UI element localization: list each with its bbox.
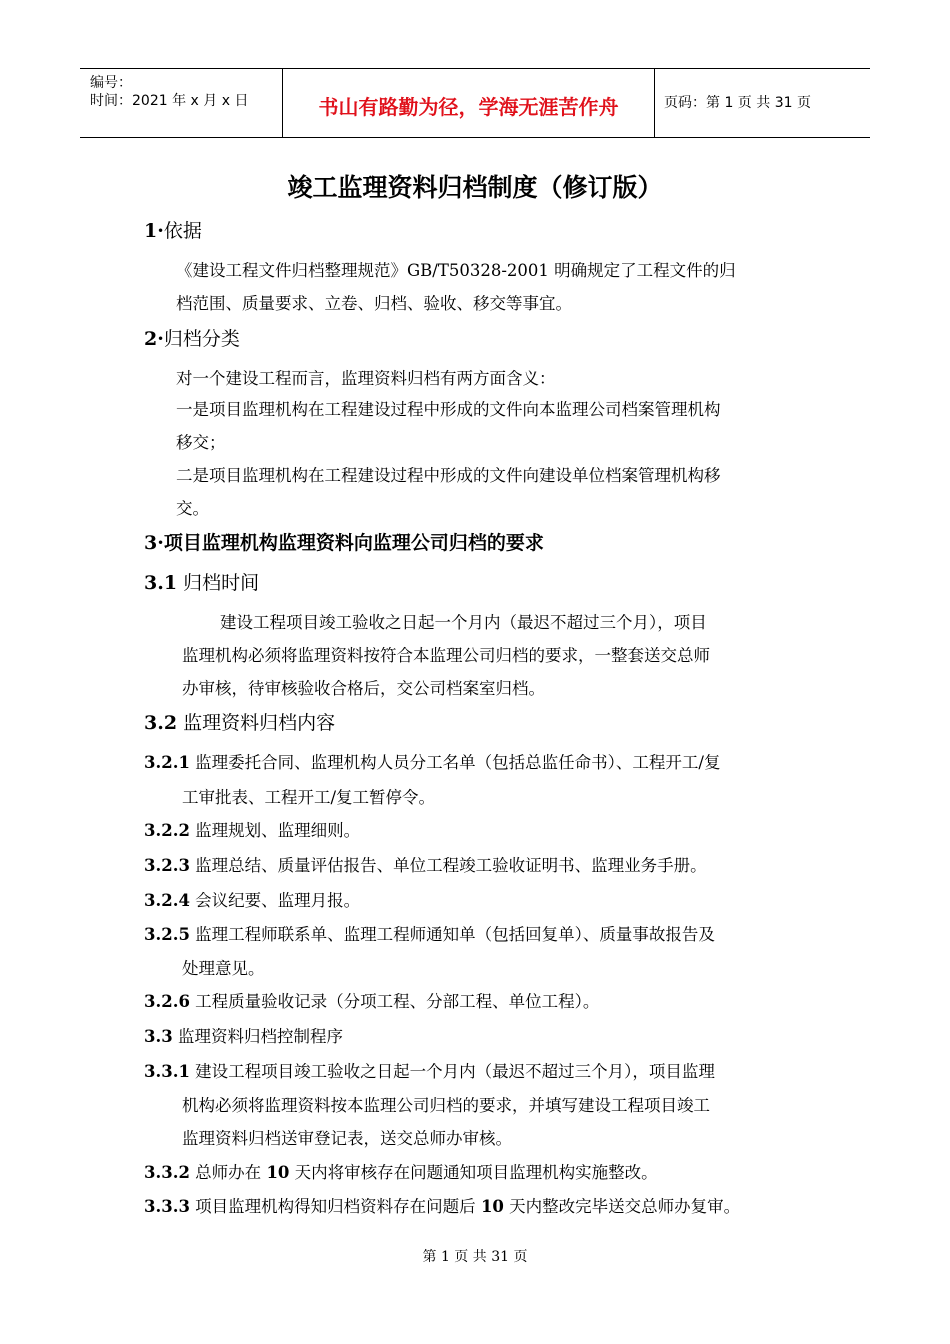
item-text: 天内整改完毕送交总师办复审。 bbox=[503, 1197, 741, 1216]
section-number: 3.1 bbox=[144, 572, 178, 594]
page-header bbox=[80, 68, 870, 138]
item-text: 建设工程项目竣工验收之日起一个月内（最迟不超过三个月），项目监理 bbox=[189, 1062, 715, 1081]
item-text: 工程质量验收记录（分项工程、分部工程、单位工程）。 bbox=[189, 992, 600, 1011]
section-number: 3.2 bbox=[144, 712, 178, 734]
header-motto-cell bbox=[282, 69, 655, 137]
item-text: 天内将审核存在问题通知项目监理机构实施整改。 bbox=[289, 1163, 658, 1182]
section-2-line-4: 二是项目监理机构在工程建设过程中形成的文件向建设单位档案管理机构移 bbox=[176, 466, 721, 485]
header-motto: 书山有路勤为径，学海无涯苦作舟 bbox=[318, 95, 619, 119]
item-days: 10 bbox=[480, 1197, 504, 1216]
item-3-3-1-line-2: 机构必须将监理资料按本监理公司归档的要求，并填写建设工程项目竣工 bbox=[182, 1096, 710, 1115]
section-3-2-heading bbox=[144, 710, 335, 736]
item-3-3-1-line-1 bbox=[144, 1059, 715, 1085]
item-3-3-2 bbox=[144, 1160, 658, 1186]
item-3-2-2 bbox=[144, 818, 360, 844]
section-2-heading bbox=[144, 326, 240, 352]
item-3-3-3 bbox=[144, 1194, 740, 1220]
item-text: 总师办在 bbox=[189, 1163, 267, 1182]
item-text: 会议纪要、监理月报。 bbox=[189, 891, 361, 910]
item-3-3-1-line-3: 监理资料归档送审登记表，送交总师办审核。 bbox=[182, 1129, 512, 1148]
item-number: 3.2.1 bbox=[144, 753, 190, 772]
section-number: 3.3 bbox=[144, 1027, 173, 1046]
item-3-2-1-line-2: 工审批表、工程开工/复工暂停令。 bbox=[182, 788, 436, 807]
section-number: 3· bbox=[144, 532, 164, 554]
section-3-1-heading bbox=[144, 570, 259, 596]
section-3-1-line-2: 监理机构必须将监理资料按符合本监理公司归档的要求，一整套送交总师 bbox=[182, 646, 710, 665]
item-number: 3.3.2 bbox=[144, 1163, 190, 1182]
document-number-label: 编号： bbox=[90, 75, 132, 91]
item-number: 3.3.3 bbox=[144, 1197, 190, 1216]
header-page-info: 页码：第 1 页 共 31 页 bbox=[664, 95, 811, 111]
section-3-1-line-3: 办审核，待审核验收合格后，交公司档案室归档。 bbox=[182, 679, 545, 698]
section-title: 依据 bbox=[163, 220, 202, 242]
section-1-line-1: 《建设工程文件归档整理规范》GB/T50328-2001 明确规定了工程文件的归 bbox=[176, 261, 736, 280]
section-3-heading bbox=[144, 530, 544, 556]
section-3-1-line-1: 建设工程项目竣工验收之日起一个月内（最迟不超过三个月），项目 bbox=[220, 613, 707, 632]
item-3-2-5-line-1 bbox=[144, 922, 715, 948]
page-footer: 第 1 页 共 31 页 bbox=[422, 1249, 528, 1265]
section-title: 归档时间 bbox=[177, 572, 260, 594]
item-text: 监理工程师联系单、监理工程师通知单（包括回复单）、质量事故报告及 bbox=[189, 925, 715, 944]
section-title: 监理资料归档内容 bbox=[177, 712, 336, 734]
item-number: 3.2.6 bbox=[144, 992, 190, 1011]
item-number: 3.3.1 bbox=[144, 1062, 190, 1081]
section-2-line-2: 一是项目监理机构在工程建设过程中形成的文件向本监理公司档案管理机构 bbox=[176, 400, 721, 419]
section-title: 归档分类 bbox=[163, 328, 240, 350]
item-number: 3.2.4 bbox=[144, 891, 190, 910]
section-number: 2· bbox=[144, 328, 164, 350]
document-title: 竣工监理资料归档制度（修订版） bbox=[287, 173, 663, 202]
item-number: 3.2.3 bbox=[144, 856, 190, 875]
item-3-2-4 bbox=[144, 888, 360, 914]
item-3-2-1-line-1 bbox=[144, 750, 721, 776]
item-days: 10 bbox=[266, 1163, 290, 1182]
item-3-2-5-line-2: 处理意见。 bbox=[182, 959, 265, 978]
item-number: 3.2.2 bbox=[144, 821, 190, 840]
item-text: 项目监理机构得知归档资料存在问题后 bbox=[189, 1197, 481, 1216]
item-text: 监理总结、质量评估报告、单位工程竣工验收证明书、监理业务手册。 bbox=[189, 856, 707, 875]
section-1-line-2: 档范围、质量要求、立卷、归档、验收、移交等事宜。 bbox=[176, 294, 572, 313]
item-3-2-6 bbox=[144, 989, 599, 1015]
item-number: 3.2.5 bbox=[144, 925, 190, 944]
document-time-label: 时间：2021 年 x 月 x 日 bbox=[90, 93, 249, 109]
section-number: 1· bbox=[144, 220, 164, 242]
section-1-heading bbox=[144, 218, 202, 244]
section-2-line-5: 交。 bbox=[176, 499, 209, 518]
section-2-line-3: 移交； bbox=[176, 433, 226, 452]
header-page-cell bbox=[654, 69, 870, 137]
header-info-cell bbox=[80, 69, 280, 137]
item-3-2-3 bbox=[144, 853, 707, 879]
section-2-line-1: 对一个建设工程而言，监理资料归档有两方面含义： bbox=[176, 369, 556, 388]
section-3-3-heading bbox=[144, 1024, 343, 1050]
item-text: 监理规划、监理细则。 bbox=[189, 821, 361, 840]
item-text: 监理委托合同、监理机构人员分工名单（包括总监任命书）、工程开工/复 bbox=[189, 753, 721, 772]
section-title: 监理资料归档控制程序 bbox=[172, 1027, 343, 1046]
section-title: 项目监理机构监理资料向监理公司归档的要求 bbox=[163, 532, 544, 554]
